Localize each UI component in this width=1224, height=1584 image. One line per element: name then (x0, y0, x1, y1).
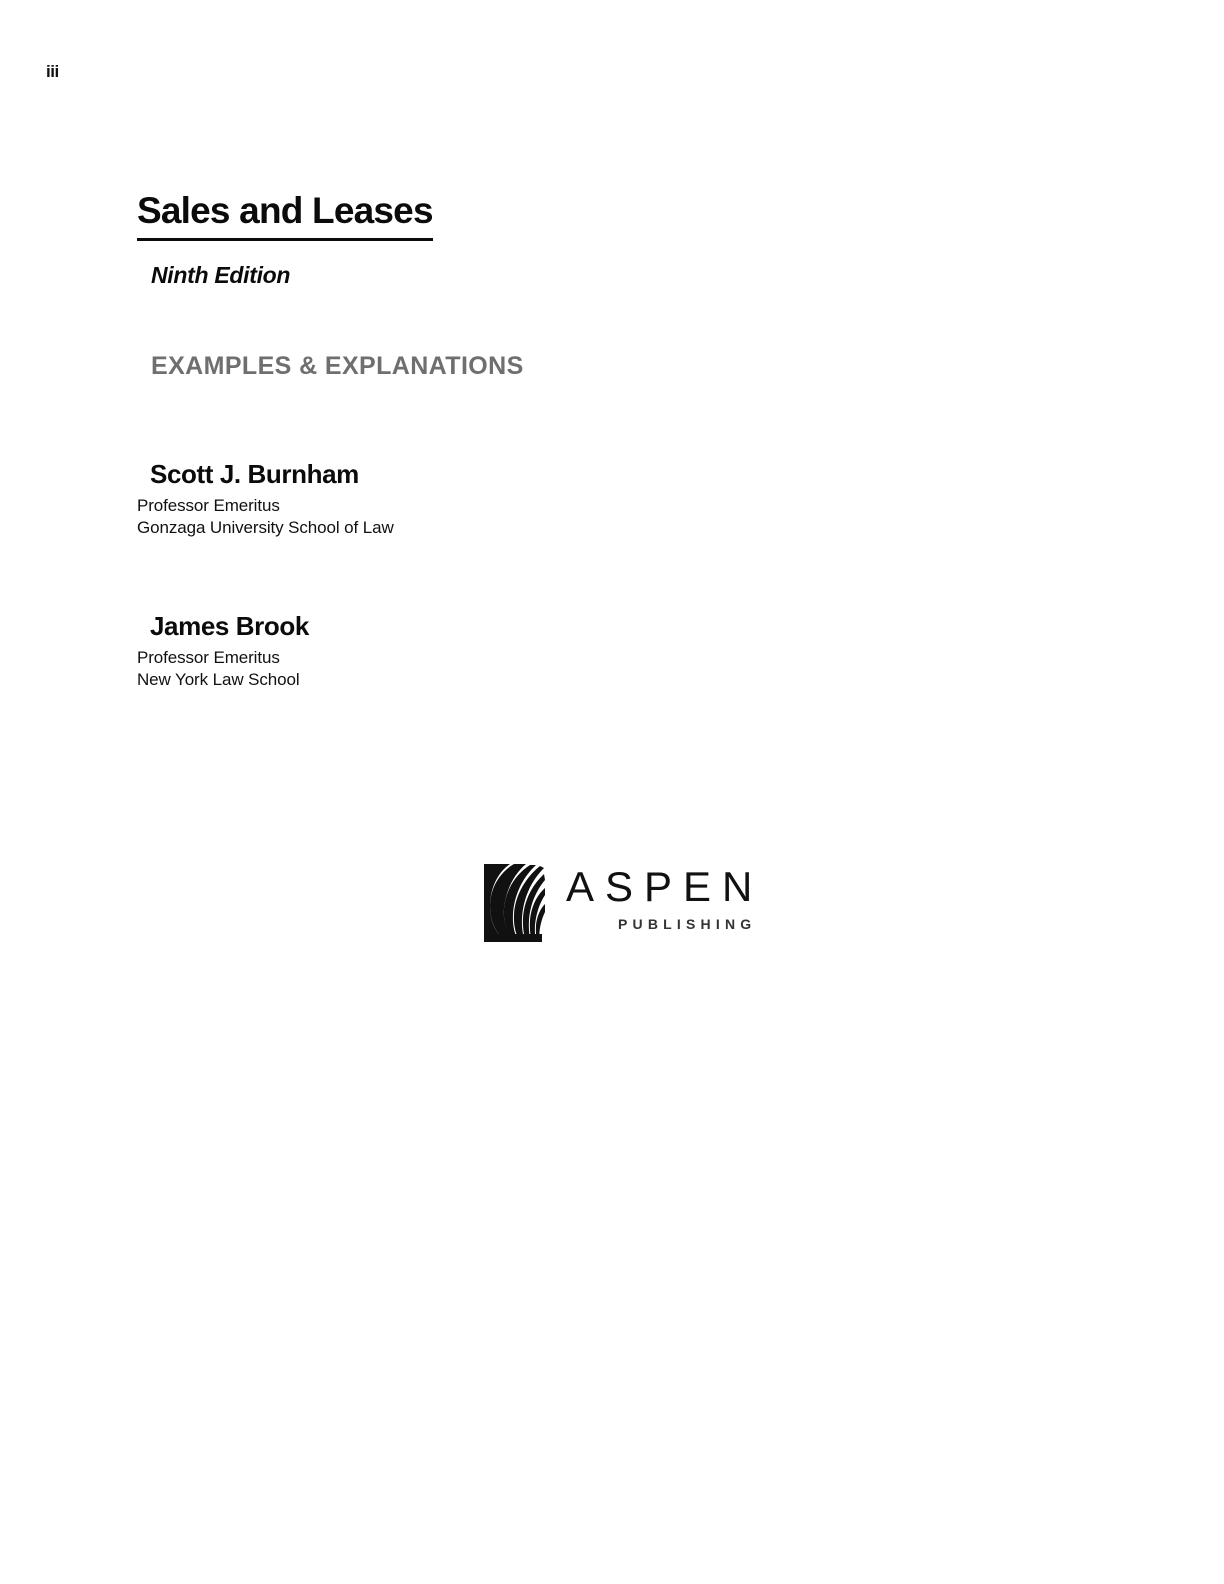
author-affiliation-institution: Gonzaga University School of Law (137, 518, 394, 538)
aspen-leaf-logo-icon (480, 862, 546, 944)
publisher-name: ASPEN (566, 863, 764, 910)
publisher-tagline: PUBLISHING (618, 916, 757, 932)
publisher-logo (480, 862, 763, 944)
page-folio: iii (46, 62, 59, 81)
author-name: James Brook (150, 611, 309, 641)
author-name: Scott J. Burnham (150, 459, 359, 489)
series-name: EXAMPLES & EXPLANATIONS (151, 352, 524, 380)
author-affiliation-title: Professor Emeritus (137, 495, 280, 515)
book-title: Sales and Leases (137, 192, 433, 241)
author-entry (137, 460, 394, 539)
author-entry (137, 612, 309, 691)
publisher-wordmark (566, 862, 763, 931)
author-affiliation-title: Professor Emeritus (137, 647, 280, 667)
book-edition: Ninth Edition (151, 262, 291, 288)
author-affiliation-institution: New York Law School (137, 670, 300, 690)
